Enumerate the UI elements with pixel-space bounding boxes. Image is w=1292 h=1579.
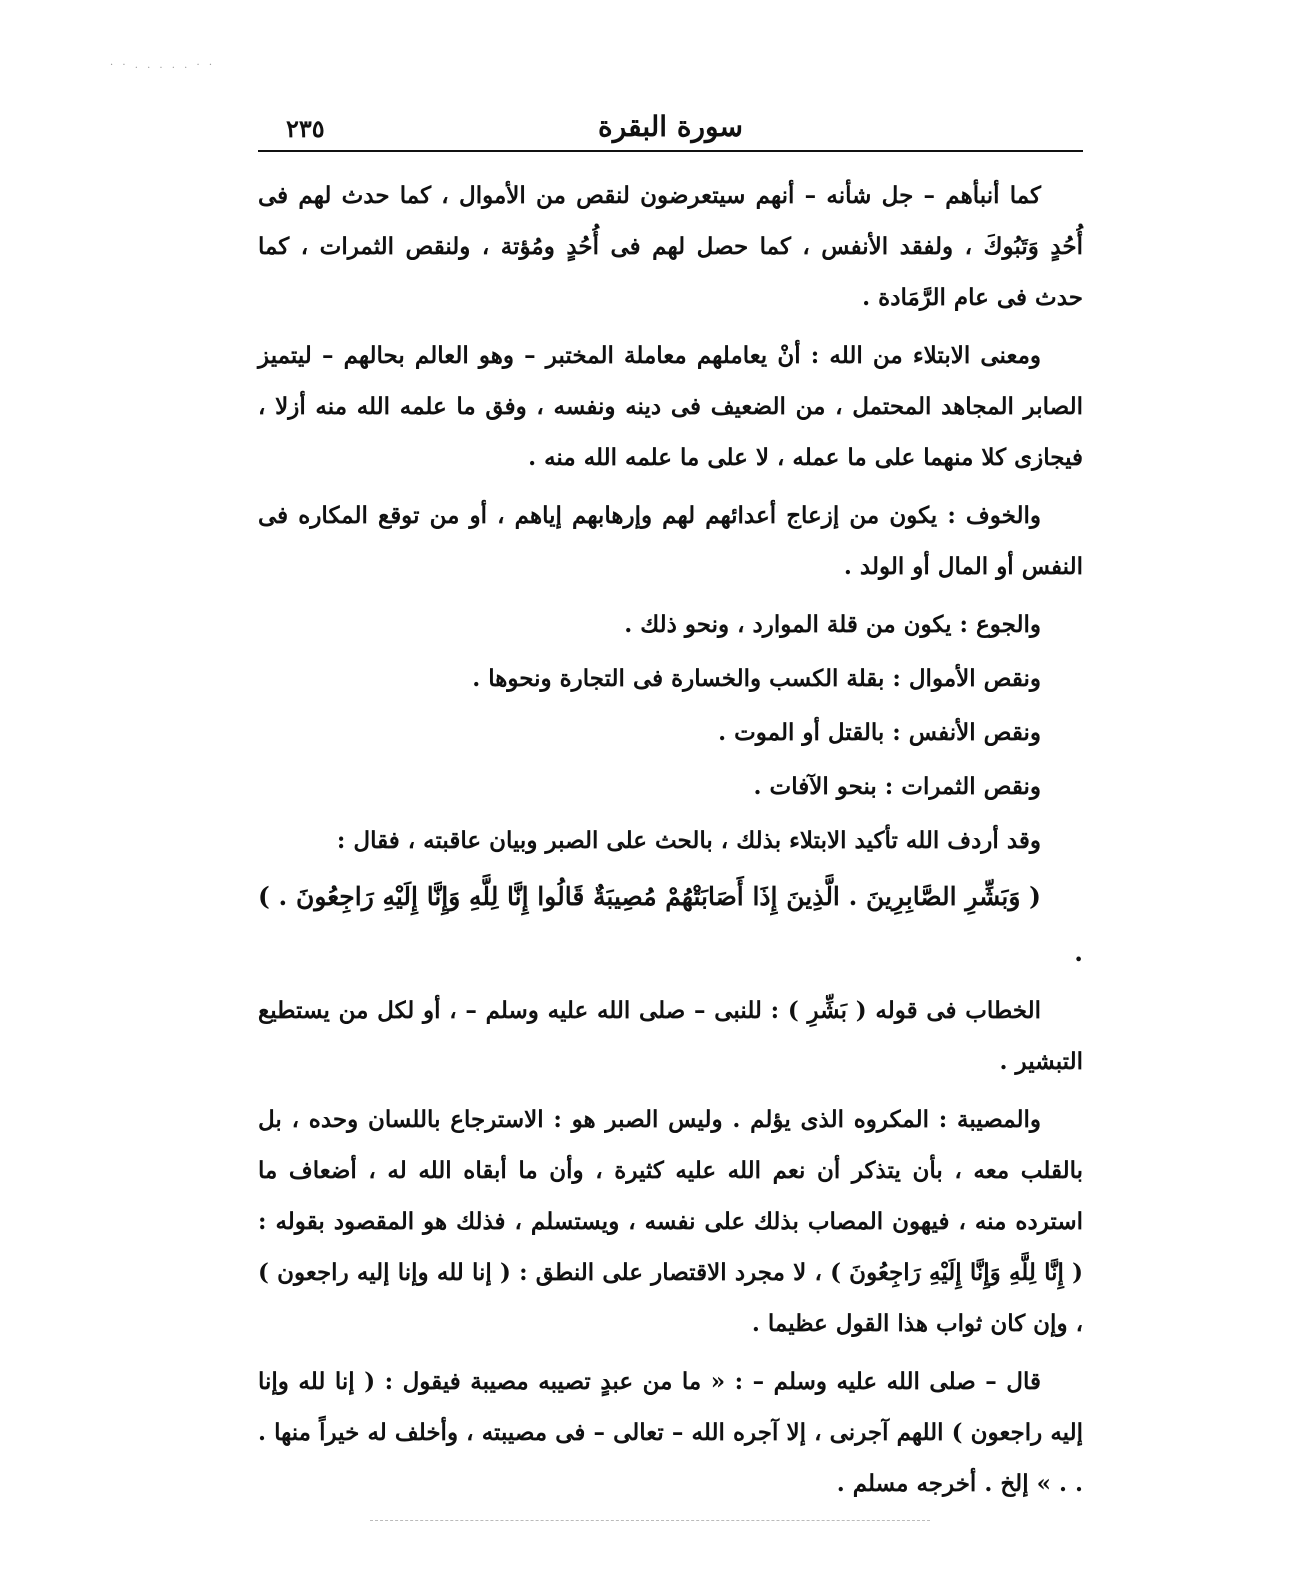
paragraph-address: الخطاب فى قوله ( بَشِّرِ ) : للنبى – صلى الله عليه وسلم – ، أو لكل من يستطيع التبشير . — [258, 997, 1083, 1075]
paragraph-calamity: والمصيبة : المكروه الذى يؤلم . وليس الصبر هو : الاسترجاع باللسان وحده ، بل بالقلب معه ، بأن يتذكر أن نعم الله عليه كثيرة ، وأن ما أبقاه الله له ، أضعاف ما استرده منه ، فيهون المصاب بذلك على نفسه ، ويستسلم ، فذلك هو المقصود بقوله : ( إِنَّا لِلَّهِ وَإِنَّا إِلَيْهِ رَاجِعُونَ ) ، لا مجرد الاقتصار على النطق : ( إنا لله وإنا إليه راجعون ) ، وإن كان ثواب هذا القول عظيما . — [258, 1106, 1083, 1337]
running-head — [258, 104, 1083, 152]
paragraph-loss-of-wealth: ونقص الأموال : بقلة الكسب والخسارة فى التجارة ونحوها . — [472, 665, 1041, 692]
quran-verse: ( وَبَشِّرِ الصَّابِرِينَ . الَّذِينَ إِذَا أَصَابَتْهُمْ مُصِيبَةٌ قَالُوا إِنَّا لِلَّهِ وَإِنَّا إِلَيْهِ رَاجِعُونَ . ) . — [258, 882, 1083, 967]
paragraph-patience-intro: وقد أردف الله تأكيد الابتلاء بذلك ، بالحث على الصبر وبيان عاقبته ، فقال : — [336, 827, 1041, 854]
paragraph-loss-of-fruits: ونقص الثمرات : بنحو الآفات . — [753, 773, 1041, 800]
paragraph-fear: والخوف : يكون من إزعاج أعدائهم لهم وإرهابهم إياهم ، أو من توقع المكاره فى النفس أو المال أو الولد . — [258, 502, 1083, 580]
scan-specks: · · . . . . . · · — [110, 60, 216, 71]
paragraph-hadith: قال – صلى الله عليه وسلم – : « ما من عبدٍ تصيبه مصيبة فيقول : ( إنا لله وإنا إليه راجعون ) اللهم آجرنى ، إلا آجره الله – تعالى – فى مصيبته ، وأخلف له خيراً منها . . . » إلخ . أخرجه مسلم . — [258, 1368, 1084, 1497]
paragraph-loss-of-lives: ونقص الأنفس : بالقتل أو الموت . — [718, 719, 1041, 746]
paragraph-meaning-of-trial: ومعنى الابتلاء من الله : أنْ يعاملهم معاملة المختبر – وهو العالم بحالهم – ليتميز الصابر المجاهد المحتمل ، من الضعيف فى دينه ونفسه ، وفق ما علمه الله منه أزلا ، فيجازى كلا منهما على ما عمله ، لا على ما علمه الله منه . — [258, 342, 1083, 471]
paragraph-trials-history: كما أنبأهم – جل شأنه – أنهم سيتعرضون لنقص من الأموال ، كما حدث لهم فى أُحُدٍ وَتَبُوكَ ، ولفقد الأنفس ، كما حصل لهم فى أُحُدٍ ومُؤتة ، ولنقص الثمرات ، كما حدث فى عام الرَّمَادة . — [258, 182, 1083, 311]
page-number: ٢٣٥ — [286, 114, 325, 143]
page-body — [258, 170, 1083, 1516]
bottom-scan-line — [370, 1520, 930, 1521]
surah-title: سورة البقرة — [598, 110, 743, 143]
paragraph-hunger: والجوع : يكون من قلة الموارد ، ونحو ذلك . — [624, 611, 1041, 638]
